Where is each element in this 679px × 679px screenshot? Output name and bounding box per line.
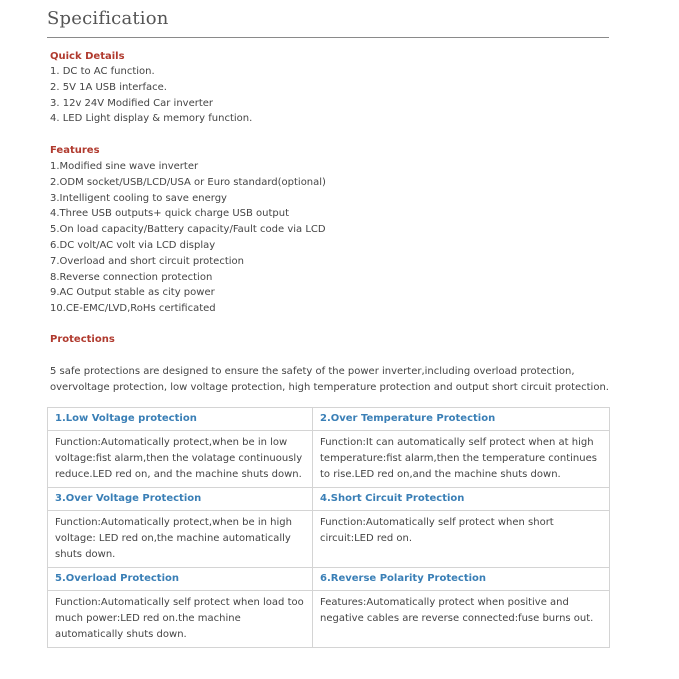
short-circuit-body: Function:Automatically self protect when short circuit:LED red on. <box>313 511 610 568</box>
short-circuit-title: 4.Short Circuit Protection <box>313 488 610 511</box>
quick-details-title: Quick Details <box>50 51 125 62</box>
feature-item: 5.On load capacity/Battery capacity/Fault code via LCD <box>50 224 326 236</box>
table-row <box>48 568 610 591</box>
feature-item: 1.Modified sine wave inverter <box>50 161 199 172</box>
low-voltage-title: 1.Low Voltage protection <box>48 408 313 431</box>
features-title: Features <box>50 145 100 156</box>
page-title: Specification <box>47 8 169 29</box>
reverse-polarity-title: 6.Reverse Polarity Protection <box>313 568 610 591</box>
low-voltage-body: Function:Automatically protect,when be in low voltage:fist alarm,then the volatage continuously reduce.LED red on, and the machine shuts down. <box>48 431 313 488</box>
feature-item: 9.AC Output stable as city power <box>50 287 215 299</box>
over-temperature-body: Function:It can automatically self protect when at high temperature:fist alarm,then the temperature continues to rise.LED red on,and the machine shuts down. <box>313 431 610 488</box>
protections-table <box>47 407 610 648</box>
feature-item: 7.Overload and short circuit protection <box>50 255 244 267</box>
features-list <box>50 159 326 317</box>
table-row <box>48 488 610 511</box>
over-voltage-title: 3.Over Voltage Protection <box>48 488 313 511</box>
quick-details-item: 3. 12v 24V Modified Car inverter <box>50 97 214 109</box>
quick-details-item: 4. LED Light display & memory function. <box>50 113 253 125</box>
feature-item: 4.Three USB outputs+ quick charge USB output <box>50 208 290 220</box>
overload-title: 5.Overload Protection <box>48 568 313 591</box>
feature-item: 3.Intelligent cooling to save energy <box>50 192 227 204</box>
feature-item: 10.CE-EMC/LVD,RoHs certificated <box>50 303 216 315</box>
quick-details-item: 2. 5V 1A USB interface. <box>50 81 167 93</box>
over-temperature-title: 2.Over Temperature Protection <box>313 408 610 431</box>
protections-title: Protections <box>50 334 115 345</box>
feature-item: 6.DC volt/AC volt via LCD display <box>50 239 216 251</box>
feature-item: 8.Reverse connection protection <box>50 271 213 283</box>
reverse-polarity-body: Features:Automatically protect when positive and negative cables are reverse connected:fuse burns out. <box>313 591 610 648</box>
table-row <box>48 591 610 648</box>
quick-details-list <box>50 64 252 127</box>
overload-body: Function:Automatically self protect when load too much power:LED red on.the machine automatically shuts down. <box>48 591 313 648</box>
table-row <box>48 408 610 431</box>
table-row <box>48 431 610 488</box>
protections-intro: 5 safe protections are designed to ensure the safety of the power inverter,including overload protection, overvoltage protection, low voltage protection, high temperature protection and output short circuit protection. <box>50 366 609 393</box>
over-voltage-body: Function:Automatically protect,when be in high voltage: LED red on,the machine automatically shuts down. <box>48 511 313 568</box>
table-row <box>48 511 610 568</box>
title-divider <box>47 37 609 38</box>
quick-details-item: 1. DC to AC function. <box>50 66 155 77</box>
feature-item: 2.ODM socket/USB/LCD/USA or Euro standard(optional) <box>50 176 326 188</box>
